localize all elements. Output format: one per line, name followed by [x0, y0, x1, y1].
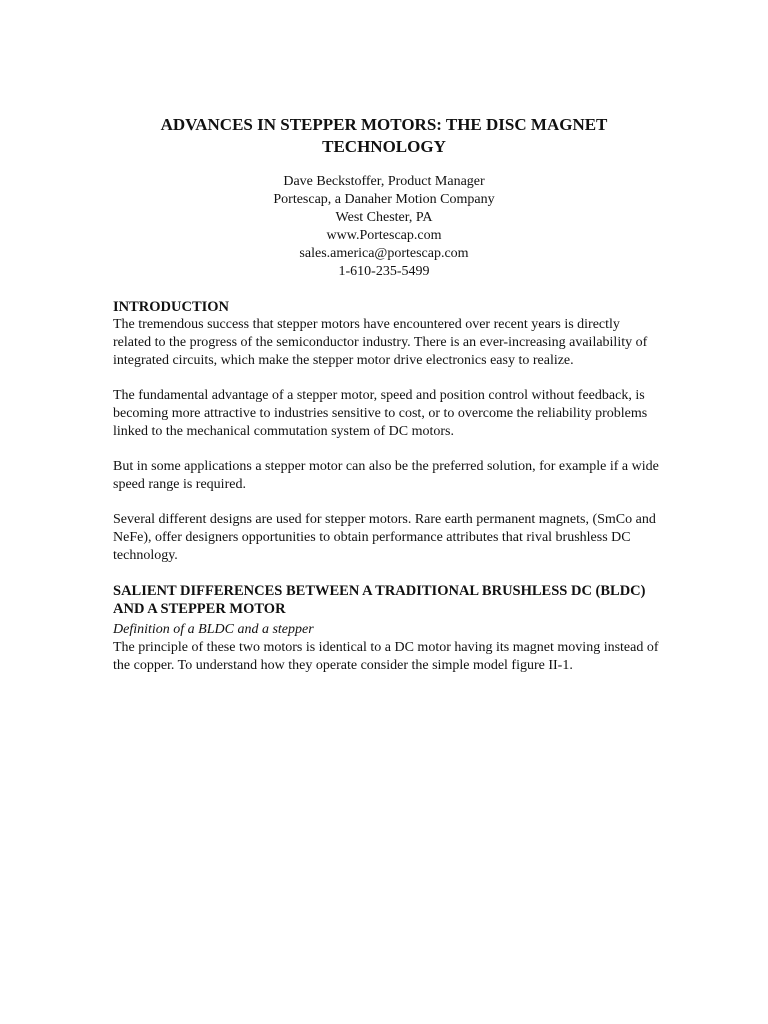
author-email: sales.america@portescap.com [299, 246, 469, 261]
author-name: Dave Beckstoffer, Product Manager [283, 174, 485, 189]
author-location: West Chester, PA [335, 210, 433, 225]
section-heading-salient-differences: SALIENT DIFFERENCES BETWEEN A TRADITIONAL BRUSHLESS DC (BLDC) AND A STEPPER MOTOR [113, 583, 646, 617]
paragraph: The principle of these two motors is identical to a DC motor having its magnet moving instead of the copper. To understand how they operate consider the simple model figure II-1. [113, 640, 659, 673]
section-heading-introduction: INTRODUCTION [113, 299, 230, 315]
document-title: ADVANCES IN STEPPER MOTORS: THE DISC MAGNET TECHNOLOGY [160, 115, 608, 156]
paragraph: The fundamental advantage of a stepper motor, speed and position control without feedback, is becoming more attractive to industries sensitive to cost, or to overcome the reliability problems linked to the mechanical commutation system of DC motors. [113, 388, 648, 439]
author-block [150, 173, 618, 281]
author-phone: 1-610-235-5499 [338, 264, 430, 279]
author-company: Portescap, a Danaher Motion Company [273, 192, 495, 207]
paragraph: Several different designs are used for stepper motors. Rare earth permanent magnets, (SmCo and NeFe), offer designers opportunities to obtain performance attributes that rival brushless DC technology. [113, 512, 656, 563]
section-subheading: Definition of a BLDC and a stepper [113, 622, 314, 637]
paragraph: The tremendous success that stepper motors have encountered over recent years is directly related to the progress of the semiconductor industry. There is an ever-increasing availability of integrated circuits, which make the stepper motor drive electronics easy to realize. [113, 317, 648, 368]
paragraph: But in some applications a stepper motor can also be the preferred solution, for example if a wide speed range is required. [113, 459, 659, 492]
document-body [113, 298, 661, 675]
author-website: www.Portescap.com [326, 228, 442, 243]
